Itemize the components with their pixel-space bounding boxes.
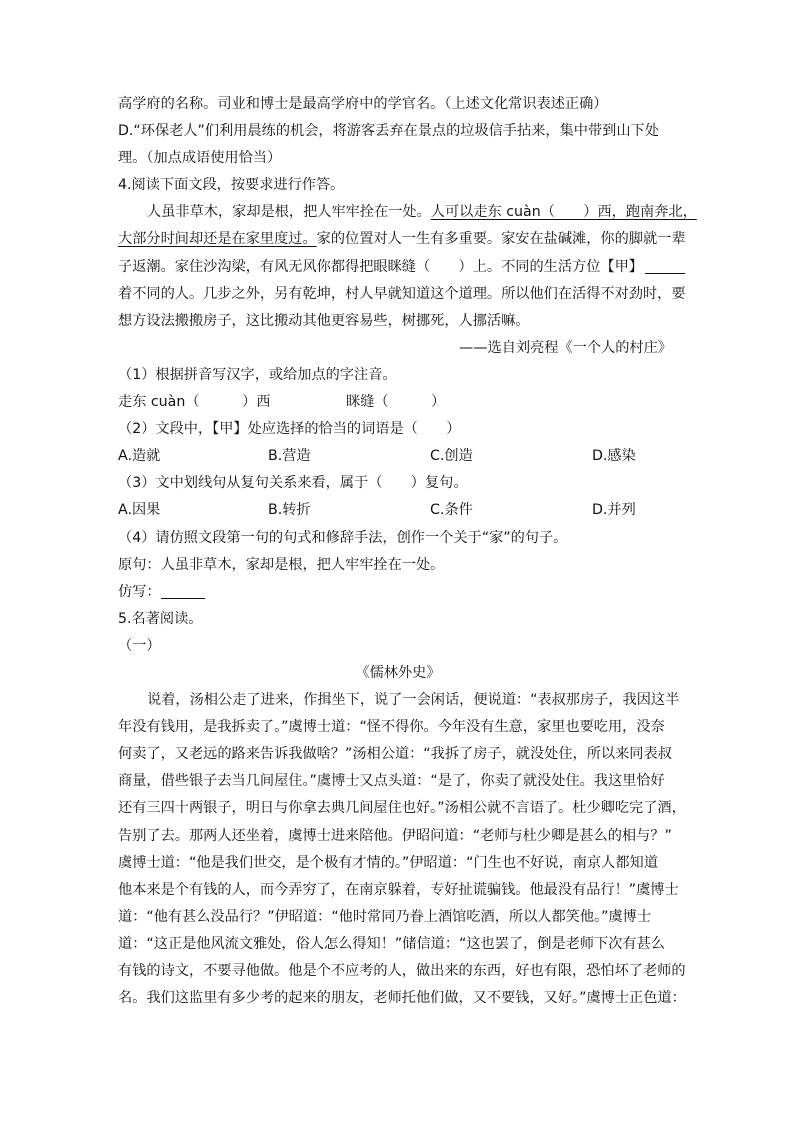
excerpt-line: 商量，借些银子去当几间屋住。”虞博士又点头道：“是了，你卖了就没处住。我这里恰好: [118, 773, 665, 790]
underlined-sentence: 大部分时间却还是在家里度过。: [118, 231, 317, 248]
passage-text: 人虽非草木，家却是根，把人牢牢拴在一处。: [147, 204, 431, 221]
answer-blank: [645, 257, 685, 274]
subquestion-2-options: [118, 443, 678, 470]
question-4-title: 4.阅读下面文段，按要求进行作答。: [118, 177, 345, 194]
excerpt-line: 道：“这正是他风流文雅处，俗人怎么得知！”储信道：“这也罢了，倒是老师下次有甚么: [118, 935, 665, 952]
imitation-line: [118, 579, 678, 606]
book-title: 《儒林外史》: [355, 664, 441, 681]
excerpt-line: 何卖了，又老远的路来告诉我做啥？”汤相公道：“我拆了房子，就没处住，所以来同表叔: [118, 746, 672, 763]
option-a: A.因果: [118, 502, 161, 519]
excerpt-line: 他本来是个有钱的人，而今弄穷了，在南京躲着，专好扯谎骗钱。他最没有品行！”虞博士: [118, 881, 679, 898]
passage-line-4: 着不同的人。几步之外，另有乾坤，村人早就知道这个道理。所以他们在活得不对劲时，要: [118, 285, 686, 302]
option-d: D.并列: [592, 502, 636, 519]
passage-text: 家的位置对人一生有多重要。家安在盐碱滩，你的脚就一辈: [316, 231, 686, 248]
passage-line-2: [118, 226, 686, 253]
passage-line-3: [118, 254, 678, 281]
excerpt-line: 道：“他有甚么没品行？”伊昭道：“他时常同乃眷上酒馆吃酒，所以人都笑他。”虞博士: [118, 908, 652, 925]
underlined-sentence: 人可以走东 cuàn（ ）西，跑南奔北，: [430, 204, 697, 221]
excerpt-line: 名。我们这监里有多少考的起来的朋友，老师托他们做，又不要钱，又好。”虞博士正色道：: [118, 990, 686, 1007]
text-line: 高学府的名称。司业和博士是最高学府中的学官名。（上述文化常识表述正确）: [118, 96, 608, 112]
imitation-label: 仿写：: [118, 583, 161, 600]
option-a: A.造就: [118, 448, 161, 465]
excerpt-line: 虞博士道：“他是我们世交，是个极有才情的。”伊昭道：“门生也不好说，南京人都知道: [118, 854, 658, 871]
subquestion-1-items: [118, 389, 678, 416]
option-c: C.创造: [430, 448, 473, 465]
section-label: （一）: [118, 637, 161, 654]
text-line: 理。（加点成语使用恰当）: [118, 150, 282, 167]
option-d-line: D.“环保老人”们利用晨练的机会，将游客丢弃在景点的垃圾信手拈来，集中带到山下处: [118, 123, 659, 140]
passage-line-1: [118, 199, 697, 226]
excerpt-line: 年没有钱用，是我拆卖了。”虞博士道：“怪不得你。今年没有生意，家里也要吃用，没奈: [118, 719, 665, 736]
subquestion-1: （1）根据拼音写汉字，或给加点的字注音。: [118, 366, 397, 383]
subquestion-3: （3）文中划线句从复句关系来看，属于（ ）复句。: [118, 475, 468, 492]
subquestion-3-options: [118, 497, 678, 524]
question-5-title: 5.名著阅读。: [118, 610, 203, 627]
passage-text: 子返潮。家住沙沟梁，有风无风你都得把眼眯缝（ ）上。不同的生活方位【甲】: [118, 258, 643, 275]
excerpt-line: 说着，汤相公走了进来，作揖坐下，说了一会闲话，便说道：“表叔那房子，我因这半: [147, 692, 680, 709]
passage-source: ——选自刘亮程《一个人的村庄》: [459, 339, 672, 356]
excerpt-line: 告别了去。那两人还坐着，虞博士进来陪他。伊昭问道：“老师与杜少卿是甚么的相与？”: [118, 827, 672, 844]
passage-line-5: 想方设法搬搬房子，这比搬动其他更容易些，树挪死，人挪活嘛。: [118, 312, 530, 329]
option-d: D.感染: [592, 448, 636, 465]
excerpt-line: 有钱的诗文，不要寻他做。他是个不应考的人，做出来的东西，好也有限，恐怕坏了老师的: [118, 963, 686, 979]
option-b: B.营造: [268, 448, 311, 465]
pinyin-item: 走东 cuàn（ ）西: [118, 394, 271, 411]
subquestion-2: （2）文段中，【甲】处应选择的恰当的词语是（ ）: [118, 421, 461, 438]
excerpt-line: 还有三四十两银子，明日与你拿去典几间屋住也好。”汤相公就不言语了。杜少卿吃完了酒，: [118, 800, 686, 817]
pinyin-item: 眯缝（ ）: [346, 394, 446, 411]
answer-blank: [161, 582, 205, 599]
option-c: C.条件: [430, 502, 473, 519]
option-b: B.转折: [268, 502, 311, 519]
original-sentence: 原句：人虽非草木，家却是根，把人牢牢拴在一处。: [118, 556, 445, 573]
document-page: [118, 91, 697, 1012]
subquestion-4: （4）请仿照文段第一句的句式和修辞手法，创作一个关于“家”的句子。: [118, 529, 568, 546]
